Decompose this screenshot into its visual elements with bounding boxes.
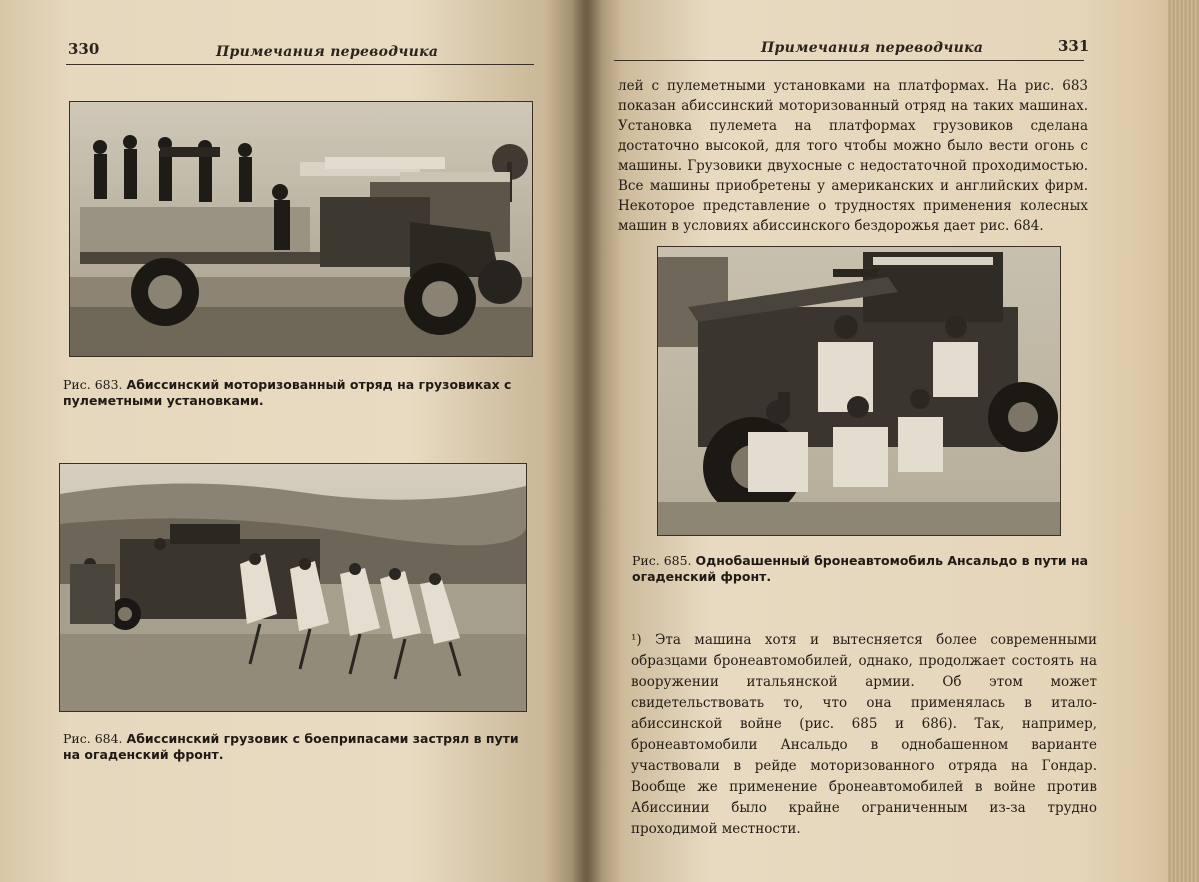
figure-683-caption [63, 377, 530, 409]
figure-683-photo [69, 101, 533, 357]
armored-car-photo-icon [658, 247, 1060, 535]
body-paragraph-text: лей с пулеметными установками на платформах. На рис. 683 показан абиссинский моторизованный отряд на таких машинах. Установка пулемета на платформах грузовиков сделана достаточно высокой, для того чтобы можно было вести огонь с машины. Грузовики двухосные с недостаточной проходимостью. Все машины приобретены у американских и английских фирм. Некоторое представление о трудностях применения колесных машин в условиях абиссинского бездорожья дает рис. 684. [618, 78, 1088, 234]
figure-685-caption [632, 553, 1092, 585]
right-page [586, 0, 1199, 882]
footnote-text: Эта машина хотя и вытесняется более современными образцами бронеавтомобилей, однако, продолжает состоять на вооружении итальянской армии. Об этом может свидетельствовать то, что она применялась в итало-абиссинской войне (рис. 685 и 686). Так, например, бронеавтомобили Ансальдо в однобашенном варианте участвовали в рейде моторизованного отряда на Гондар. Вообще же применение бронеавтомобилей в войне против Абиссинии было крайне ограниченным из-за трудно проходимой местности. [631, 632, 1097, 837]
page-number-left: 330 [68, 40, 100, 58]
stuck-truck-photo-icon [60, 464, 526, 711]
figure-684-caption-text: Абиссинский грузовик с боеприпасами застрял в пути на огаденский фронт. [63, 731, 519, 762]
footnote [631, 630, 1097, 840]
truck-convoy-photo-icon [70, 102, 532, 356]
figure-685-caption-text: Однобашенный бронеавтомобиль Ансальдо в пути на огаденский фронт. [632, 553, 1089, 584]
figure-683-caption-text: Абиссинский моторизованный отряд на грузовиках с пулеметными установками. [63, 377, 512, 408]
body-paragraph [618, 76, 1088, 236]
left-page [0, 0, 586, 882]
figure-684-photo [59, 463, 527, 712]
header-rule-left [66, 64, 534, 65]
page-edges [1168, 0, 1199, 882]
header-rule-right [614, 60, 1084, 61]
running-head-right: Примечания переводчика [761, 40, 984, 56]
figure-685-photo [657, 246, 1061, 536]
running-head-left: Примечания переводчика [216, 44, 439, 60]
figure-685-number: Рис. 685. [632, 553, 692, 568]
figure-684-caption [63, 731, 528, 763]
figure-684-number: Рис. 684. [63, 731, 123, 746]
book-gutter-shadow [572, 0, 602, 882]
page-number-right: 331 [1058, 37, 1090, 55]
figure-683-number: Рис. 683. [63, 377, 123, 392]
footnote-marker: ¹) [631, 632, 642, 648]
